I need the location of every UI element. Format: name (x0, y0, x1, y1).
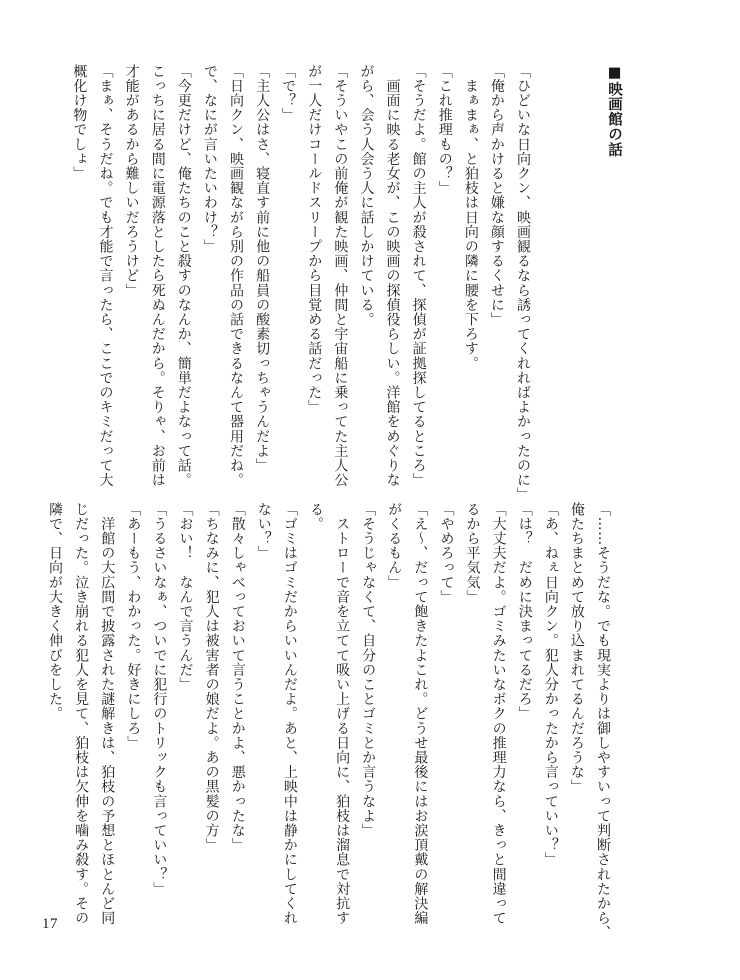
text-line: 画面に映る老女が、この映画の探偵役らしい。洋館をめぐりな (384, 64, 401, 488)
text-line: がくるもん」 (386, 502, 403, 590)
text-line: 「そうじゃなくて、自分のことゴミとか言うなよ」 (360, 502, 377, 838)
chapter-title: ■映画館の話 (606, 64, 623, 158)
text-line: 「俺から声かけると嫌な顔するくせに」 (488, 64, 505, 327)
text-line: 隣で、日向が大きく伸びをした。 (47, 502, 64, 721)
text-line: 「ゴミはゴミだからいいんだよ。あと、上映中は静かにしてくれ (281, 502, 298, 926)
text-line: 「まぁ、そうだね。でも才能で言ったら、ここでのキミだって大 (97, 64, 114, 488)
text-line: 「大丈夫だよ。ゴミみたいなボクの推理力なら、きっと間違って (490, 502, 507, 926)
text-line: がら、会う人会う人に話しかけている。 (358, 64, 375, 327)
text-line: 「日向クン、映画観ながら別の作品の話できるなんて器用だね。 (227, 64, 244, 488)
text-line: 「……そうだな。でも現実よりは御しやすいって判断されたから、 (595, 502, 611, 940)
text-line: るから平気気」 (464, 502, 481, 605)
text-line: 「そういやこの前俺が観た映画、仲間と宇宙船に乗ってた主人公 (332, 64, 349, 488)
text-line: 「今更だけど、俺たちのこと殺すのなんか、簡単だよなって話。 (175, 64, 192, 488)
text-line: 「あ、ねぇ日向クン。犯人分かったから言っていい？」 (542, 502, 559, 867)
text-line: 「うるさいなぁ、ついでに犯行のトリックも言っていい？」 (151, 502, 168, 897)
text-line: 才能があるから難しいだろうけど」 (123, 64, 140, 298)
text-line: 「やめろって」 (438, 502, 455, 605)
text-line: 洋館の大広間で披露された謎解きは、狛枝の予想とほとんど同 (99, 502, 116, 926)
text-line: が一人だけコールドスリープから目覚める話だった」 (306, 64, 323, 415)
text-line: 「は？ だめに決まってるだろ」 (516, 502, 533, 721)
text-line: る。 (307, 502, 324, 532)
text-line: 俺たちまとめて放り込まれてるんだろうな」 (568, 502, 585, 794)
lower-text-block (42, 502, 616, 940)
text-line: 「あーもう、わかった。好きにしろ」 (125, 502, 142, 751)
text-line: 「え～、だって飽きたよこれ。どうせ最後にはお涙頂戴の解決編 (412, 502, 429, 926)
text-line: 「そうだよ。館の主人が殺されて、探偵が証拠探してるところ」 (410, 64, 427, 488)
text-line: 概化け物でしょ」 (71, 64, 88, 181)
text-line: 「おい！ なんで言うんだ」 (177, 502, 194, 692)
text-line: まぁまぁ、と狛枝は日向の隣に腰を下ろす。 (462, 64, 479, 371)
page-number: 17 (42, 916, 58, 932)
upper-text-block (66, 64, 536, 502)
text-line: で、なにが言いたいわけ？」 (201, 64, 218, 254)
text-line: 「主人公はさ、寝直す前に他の船員の酸素切っちゃうんだよ」 (254, 64, 271, 473)
text-line: こっちに居る間に電源落としたら死ぬんだから。そりゃ、お前は (149, 64, 166, 488)
text-line: 「ちなみに、犯人は被害者の娘だよ。あの黒髪の方」 (203, 502, 220, 853)
text-line: じだった。泣き崩れる犯人を見て、狛枝は欠伸を噛み殺す。その (73, 502, 90, 926)
text-line: ストローで音を立てて吸い上げる日向に、狛枝は溜息で対抗す (334, 502, 351, 926)
text-line: 「これ推理もの？」 (436, 64, 453, 196)
text-line: 「で？」 (280, 64, 297, 123)
text-line: 「散々しゃべっておいて言うことかよ、悪かったな」 (229, 502, 246, 853)
text-line: ない？」 (255, 502, 272, 561)
text-line: 「ひどいな日向クン、映画観るなら誘ってくれればよかったのに」 (515, 64, 531, 502)
